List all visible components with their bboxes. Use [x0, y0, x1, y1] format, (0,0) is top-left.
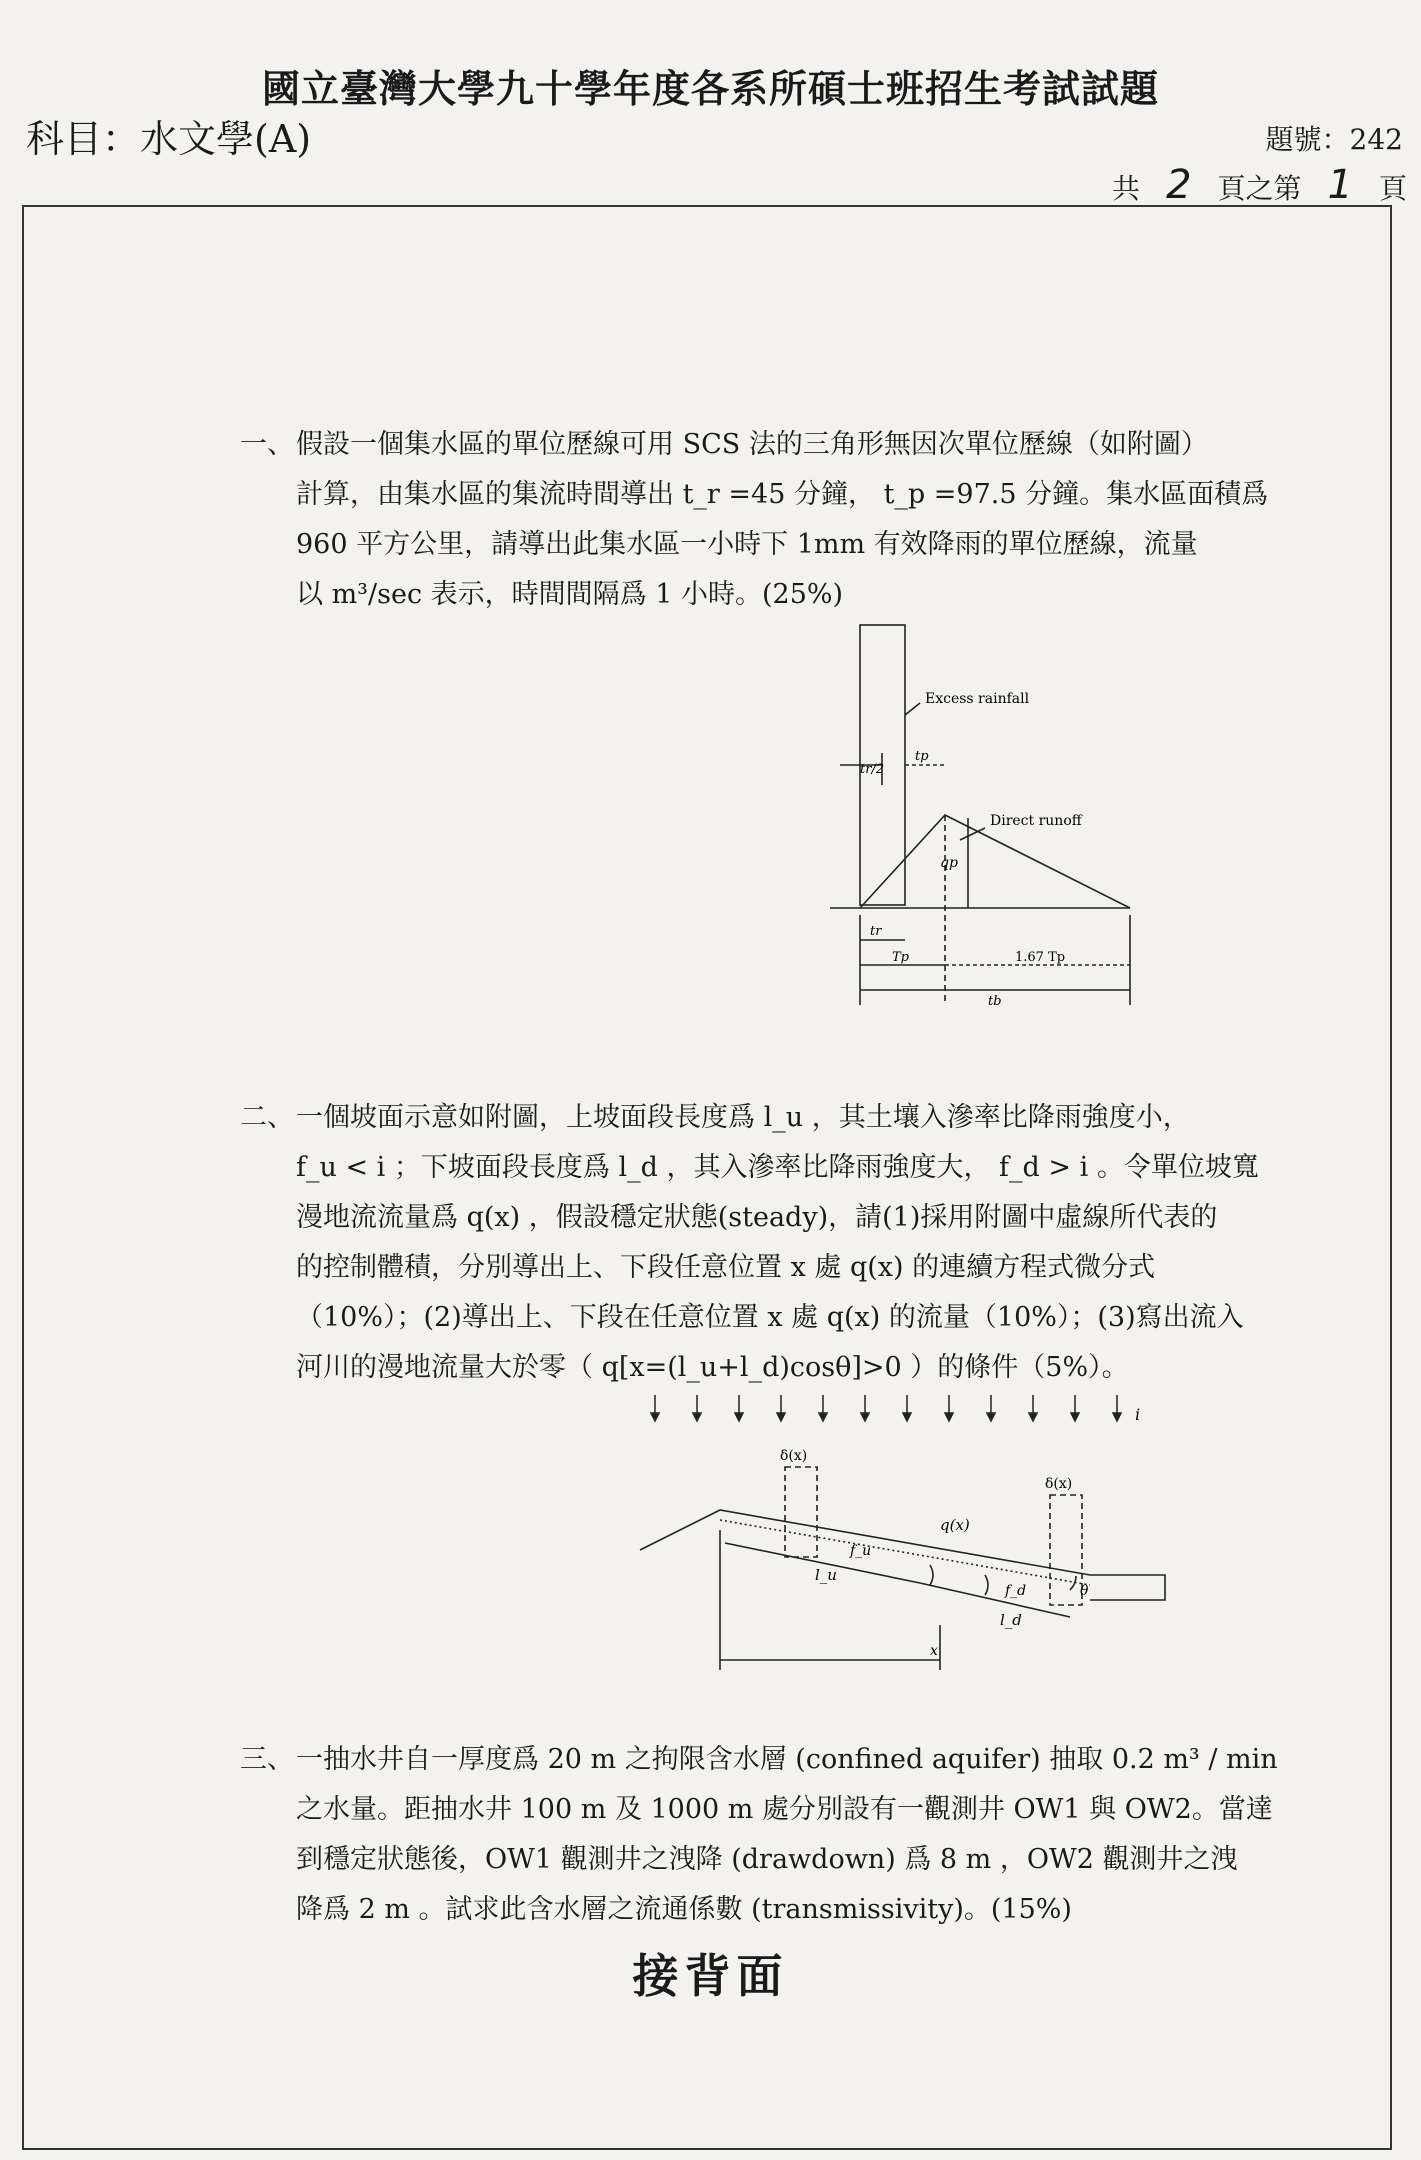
- question-2-number: 二、: [240, 1102, 294, 1133]
- question-1-line: 假設一個集水區的單位歷線可用 SCS 法的三角形無因次單位歷線（如附圖）: [296, 429, 1208, 460]
- rain-arrows: [651, 1395, 1121, 1421]
- ld-dimension: [920, 1583, 1070, 1617]
- question-2-line: 河川的漫地流量大於零（ q[x=(l_u+l_d)cosθ]>0 ）的條件（5%）。: [296, 1352, 1129, 1383]
- tr-label: tr: [870, 924, 882, 939]
- infiltration-fu: [930, 1565, 933, 1585]
- current-page: 1: [1327, 162, 1353, 208]
- continued-on-back-note: 接背面: [632, 1949, 789, 2003]
- fd-label: f_d: [1005, 1583, 1027, 1599]
- control-volume-upper: [785, 1467, 817, 1557]
- tr-half-label: tr/2: [860, 762, 885, 777]
- page-suffix: 頁: [1378, 172, 1407, 205]
- question-1-line: 以 m³/sec 表示，時間間隔爲 1 小時。(25%): [296, 579, 844, 610]
- excess-rainfall-label: Excess rainfall: [925, 691, 1030, 707]
- page-info: [1112, 162, 1407, 208]
- theta-label: θ: [1080, 1583, 1089, 1599]
- question-1-number: 一、: [240, 429, 294, 460]
- question-2-line: 漫地流流量爲 q(x) ，假設穩定狀態(steady)，請(1)採用附圖中虛線所代表的: [296, 1202, 1218, 1233]
- question-3-line: 之水量。距抽水井 100 m 及 1000 m 處分別設有一觀測井 OW1 與 OW2。當達: [296, 1794, 1273, 1825]
- soil-layer: [720, 1520, 1090, 1585]
- delta-label-upper: δ(x): [780, 1448, 808, 1464]
- question-1-line: 960 平方公里，請導出此集水區一小時下 1mm 有效降雨的單位歷線，流量: [296, 529, 1198, 560]
- question-2-line: f_u < i ；下坡面段長度爲 l_d ，其入滲率比降雨強度大， f_d > i 。令單位坡寬: [296, 1152, 1259, 1183]
- theta-arc: [1070, 1576, 1076, 1590]
- question-3-number: 三、: [240, 1744, 294, 1775]
- page-prefix: 共: [1112, 172, 1141, 205]
- total-pages: 2: [1166, 162, 1192, 208]
- subject-label: 科目：水文學(A): [26, 117, 312, 161]
- question-3-line: 一抽水井自一厚度爲 20 m 之拘限含水層 (confined aquifer) 抽取 0.2 m³ / min: [296, 1744, 1278, 1775]
- scs-hydrograph-figure: [830, 615, 1160, 1010]
- x-label: x: [930, 1643, 938, 1659]
- rain-intensity-label: i: [1135, 1405, 1141, 1424]
- question-3-line: 降爲 2 m 。試求此含水層之流通係數 (transmissivity)。(15%): [296, 1894, 1072, 1925]
- question-2-line: 的控制體積，分別導出上、下段任意位置 x 處 q(x) 的連續方程式微分式: [296, 1252, 1156, 1283]
- direct-runoff-label: Direct runoff: [990, 813, 1082, 829]
- lu-label: l_u: [815, 1566, 837, 1584]
- question-1-line: 計算，由集水區的集流時間導出 t_r =45 分鐘， t_p =97.5 分鐘。集水區面積爲: [296, 479, 1269, 510]
- qp-label: qp: [940, 855, 958, 871]
- hillslope-figure: [630, 1385, 1175, 1685]
- fu-label: f_u: [850, 1543, 872, 1559]
- recession-label: 1.67 Tp: [1015, 950, 1066, 965]
- question-2-line: （10%）；(2)導出上、下段在任意位置 x 處 q(x) 的流量（10%）；(3)寫出流入: [296, 1302, 1244, 1333]
- page-mid: 頁之第: [1217, 172, 1302, 205]
- tp-label: tp: [915, 749, 929, 764]
- control-volume-lower: [1050, 1495, 1082, 1605]
- delta-label-lower: δ(x): [1045, 1476, 1073, 1492]
- question-3-line: 到穩定狀態後，OW1 觀測井之洩降 (drawdown) 爲 8 m ，OW2 觀測井之洩: [296, 1844, 1238, 1875]
- infiltration-fd: [985, 1575, 988, 1595]
- Tp-label: Tp: [892, 950, 909, 965]
- tb-label: tb: [988, 994, 1002, 1009]
- exam-title: 國立臺灣大學九十學年度各系所碩士班招生考試試題: [261, 66, 1159, 111]
- question-code: 題號：242: [1265, 123, 1403, 156]
- ld-label: l_d: [1000, 1611, 1022, 1629]
- question-2-line: 一個坡面示意如附圖，上坡面段長度爲 l_u ，其土壤入滲率比降雨強度小，: [296, 1102, 1190, 1133]
- qx-label: q(x): [940, 1516, 970, 1534]
